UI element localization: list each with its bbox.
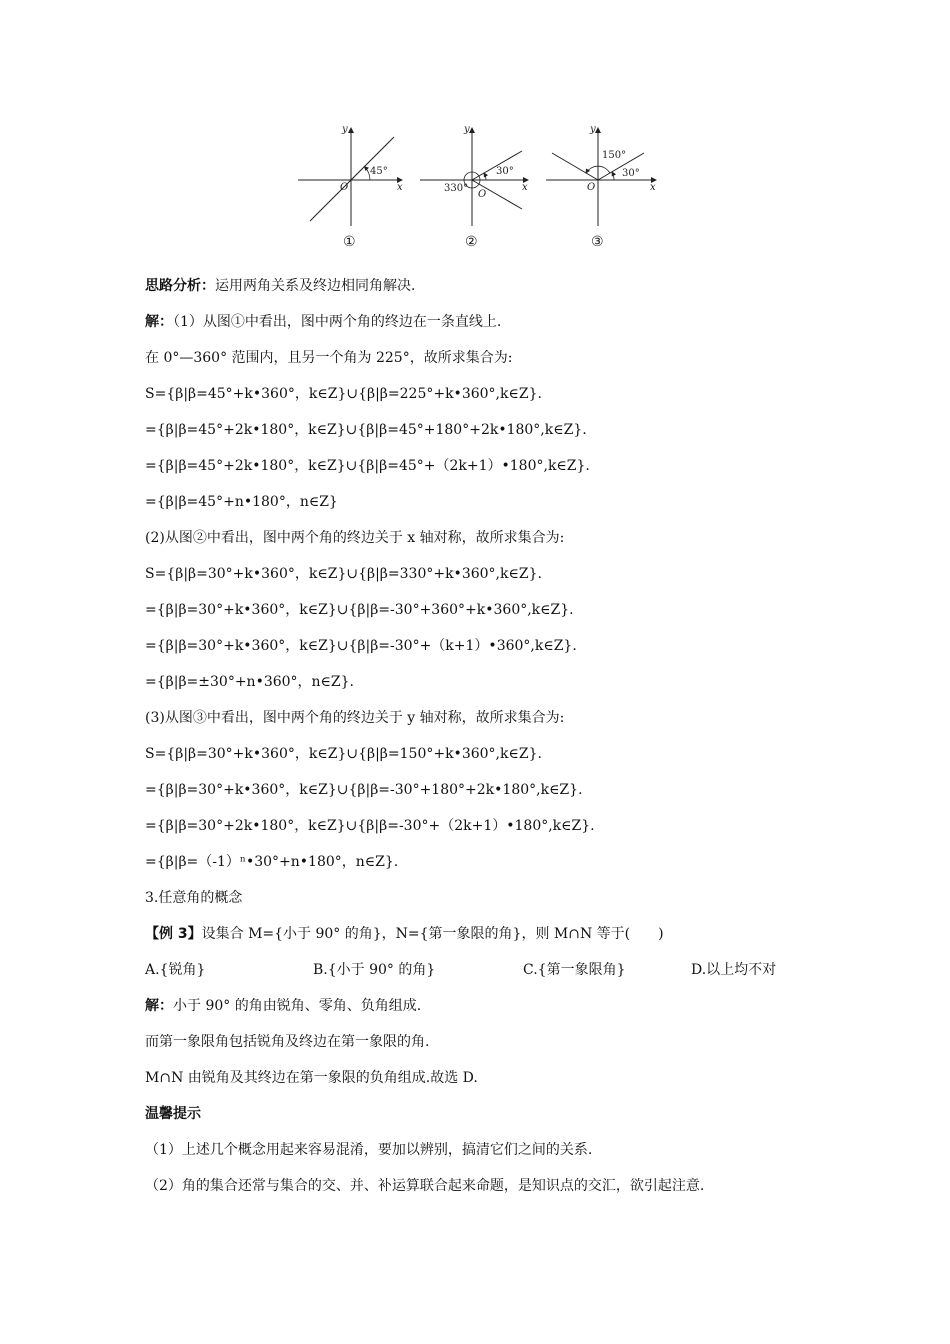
solution1-line: ={β|β=30°+k•360°，k∈Z}∪{β|β=-30°+360°+k•360°,k∈Z}. (145, 602, 574, 618)
angle-figures-svg (290, 118, 670, 258)
fig2-origin-label: O (478, 189, 487, 200)
solution1-line: ={β|β=30°+2k•180°，k∈Z}∪{β|β=-30°+（2k+1）•180°,k∈Z}. (145, 818, 595, 834)
fig3-angle-a-label: 150° (602, 150, 627, 161)
fig1-x-label: x (397, 182, 403, 193)
solution1-line: ={β|β=45°+2k•180°，k∈Z}∪{β|β=45°+（2k+1）•180°,k∈Z}. (145, 458, 590, 474)
fig1-angle-label: 45° (370, 166, 388, 177)
solution1-line: ={β|β=45°+2k•180°，k∈Z}∪{β|β=45°+180°+2k•180°,k∈Z}. (145, 422, 587, 438)
example3-line (145, 924, 664, 944)
solution2-line: 而第一象限角包括锐角及终边在第一象限的角. (145, 1034, 430, 1050)
solution1-part3: (3)从图③中看出，图中两个角的终边关于 y 轴对称，故所求集合为: (145, 710, 565, 726)
analysis-text: 运用两角关系及终边相同角解决. (215, 278, 416, 294)
fig3-y-label: y (590, 124, 596, 135)
tips-title: 温馨提示 (145, 1106, 201, 1122)
section3-title: 3.任意角的概念 (145, 890, 243, 906)
fig3-x-label: x (650, 182, 656, 193)
solution1-line: ={β|β=45°+n•180°，n∈Z} (145, 494, 338, 510)
solution2-label: 解： (145, 998, 173, 1014)
solution1-line: S={β|β=45°+k•360°，k∈Z}∪{β|β=225°+k•360°,k∈Z}. (145, 386, 542, 402)
solution1-label: 解： (145, 314, 173, 330)
fig1-y-label: y (342, 124, 348, 135)
tip-2: （2）角的集合还常与集合的交、并、补运算联合起来命题，是知识点的交汇，欲引起注意. (145, 1178, 705, 1194)
solution1-line: ={β|β=±30°+n•360°，n∈Z}. (145, 674, 355, 690)
analysis-line (145, 276, 415, 296)
solution1-line: ={β|β=（-1）ⁿ•30°+n•180°，n∈Z}. (145, 854, 399, 870)
solution1-line: S={β|β=30°+k•360°，k∈Z}∪{β|β=330°+k•360°,k∈Z}. (145, 566, 542, 582)
figure-1 (298, 124, 403, 250)
solution2-text: 小于 90° 的角由锐角、零角、负角组成. (173, 998, 422, 1014)
fig2-angle-b-label: 330° (444, 183, 469, 194)
fig3-angle-b-label: 30° (622, 168, 640, 179)
option-d: D.以上均不对 (691, 962, 777, 978)
option-a: A.{锐角} (145, 962, 206, 978)
solution2-line (145, 996, 421, 1016)
figure-3 (546, 124, 656, 250)
fig2-x-label: x (522, 182, 528, 193)
fig3-origin-label: O (587, 182, 596, 193)
fig1-origin-label: O (340, 182, 349, 193)
solution1-line: S={β|β=30°+k•360°，k∈Z}∪{β|β=150°+k•360°,k∈Z}. (145, 746, 542, 762)
example3-label: 【例 3】 (145, 926, 202, 942)
option-c: C.{第一象限角} (523, 962, 626, 978)
analysis-label: 思路分析： (145, 278, 215, 294)
tip-1: （1）上述几个概念用起来容易混淆，要加以辨别，搞清它们之间的关系. (145, 1142, 593, 1158)
fig1-caption: ① (343, 234, 356, 250)
solution1-line: ={β|β=30°+k•360°，k∈Z}∪{β|β=-30°+（k+1）•360°,k∈Z}. (145, 638, 577, 654)
solution2-line: M∩N 由锐角及其终边在第一象限的负角组成.故选 D. (145, 1070, 478, 1086)
fig3-caption: ③ (591, 234, 604, 250)
fig2-y-label: y (464, 124, 470, 135)
solution1-part1-text: （1）从图①中看出，图中两个角的终边在一条直线上. (173, 314, 502, 330)
solution1-part1 (145, 312, 501, 332)
figure-2 (420, 124, 528, 250)
solution1-line: 在 0°—360° 范围内，且另一个角为 225°，故所求集合为: (145, 350, 513, 366)
solution1-part2: (2)从图②中看出，图中两个角的终边关于 x 轴对称，故所求集合为: (145, 530, 565, 546)
fig2-caption: ② (465, 234, 478, 250)
angle-figures (290, 118, 670, 258)
fig2-angle-a-label: 30° (496, 166, 514, 177)
example3-question: 设集合 M={小于 90° 的角}，N={第一象限的角}，则 M∩N 等于( ) (201, 926, 664, 942)
option-b: B.{小于 90° 的角} (313, 962, 436, 978)
solution1-line: ={β|β=30°+k•360°，k∈Z}∪{β|β=-30°+180°+2k•180°,k∈Z}. (145, 782, 583, 798)
